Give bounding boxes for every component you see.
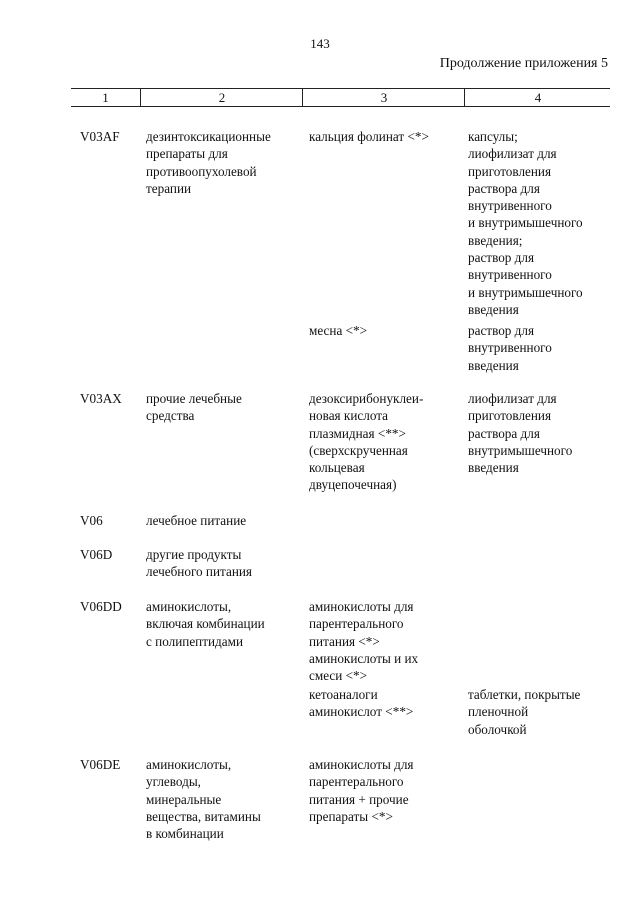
- drug-name: дезоксирибонуклеи- новая кислота плазмидная <**> (сверхскрученная кольцевая двуцепочечная): [309, 391, 424, 493]
- atc-code: V06D: [80, 547, 113, 562]
- dosage-form: капсулы; лиофилизат для приготовления раствора для внутривенного и внутримышечного введения; раствор для внутривенного и внутримышечного введения: [468, 129, 583, 317]
- atc-code: V03AF: [80, 129, 120, 144]
- header-col-1: 1: [102, 90, 109, 105]
- atc-code: V06DD: [80, 599, 122, 614]
- table-header: [71, 88, 610, 107]
- group-name: аминокислоты, углеводы, минеральные вещества, витамины в комбинации: [146, 757, 261, 842]
- group-name: дезинтоксикационные препараты для противоопухолевой терапии: [146, 129, 271, 196]
- atc-code: V06DE: [80, 757, 121, 772]
- dosage-form: таблетки, покрытые пленочной оболочкой: [468, 687, 581, 737]
- header-col-4: 4: [464, 89, 611, 106]
- dosage-form: лиофилизат для приготовления раствора для внутримышечного введения: [468, 391, 573, 476]
- atc-code: V03AX: [80, 391, 122, 406]
- drug-name: месна <*>: [309, 323, 368, 338]
- continuation-title: Продолжение приложения 5: [439, 56, 608, 71]
- drug-name: аминокислоты для парентерального питания <*> аминокислоты и их смеси <*>: [309, 599, 419, 684]
- header-col-3: 3: [302, 89, 465, 106]
- dosage-form: раствор для внутривенного введения: [468, 323, 552, 373]
- drug-name: кальция фолинат <*>: [309, 129, 429, 144]
- drug-name: кетоаналоги аминокислот <**>: [309, 687, 414, 720]
- group-name: лечебное питание: [146, 513, 247, 528]
- group-name: другие продукты лечебного питания: [146, 547, 252, 580]
- header-col-2: 2: [140, 89, 303, 106]
- page-number: 143: [310, 36, 330, 51]
- group-name: аминокислоты, включая комбинации с полипептидами: [146, 599, 265, 649]
- drug-name: аминокислоты для парентерального питания + прочие препараты <*>: [309, 757, 414, 824]
- atc-code: V06: [80, 513, 103, 528]
- group-name: прочие лечебные средства: [146, 391, 242, 424]
